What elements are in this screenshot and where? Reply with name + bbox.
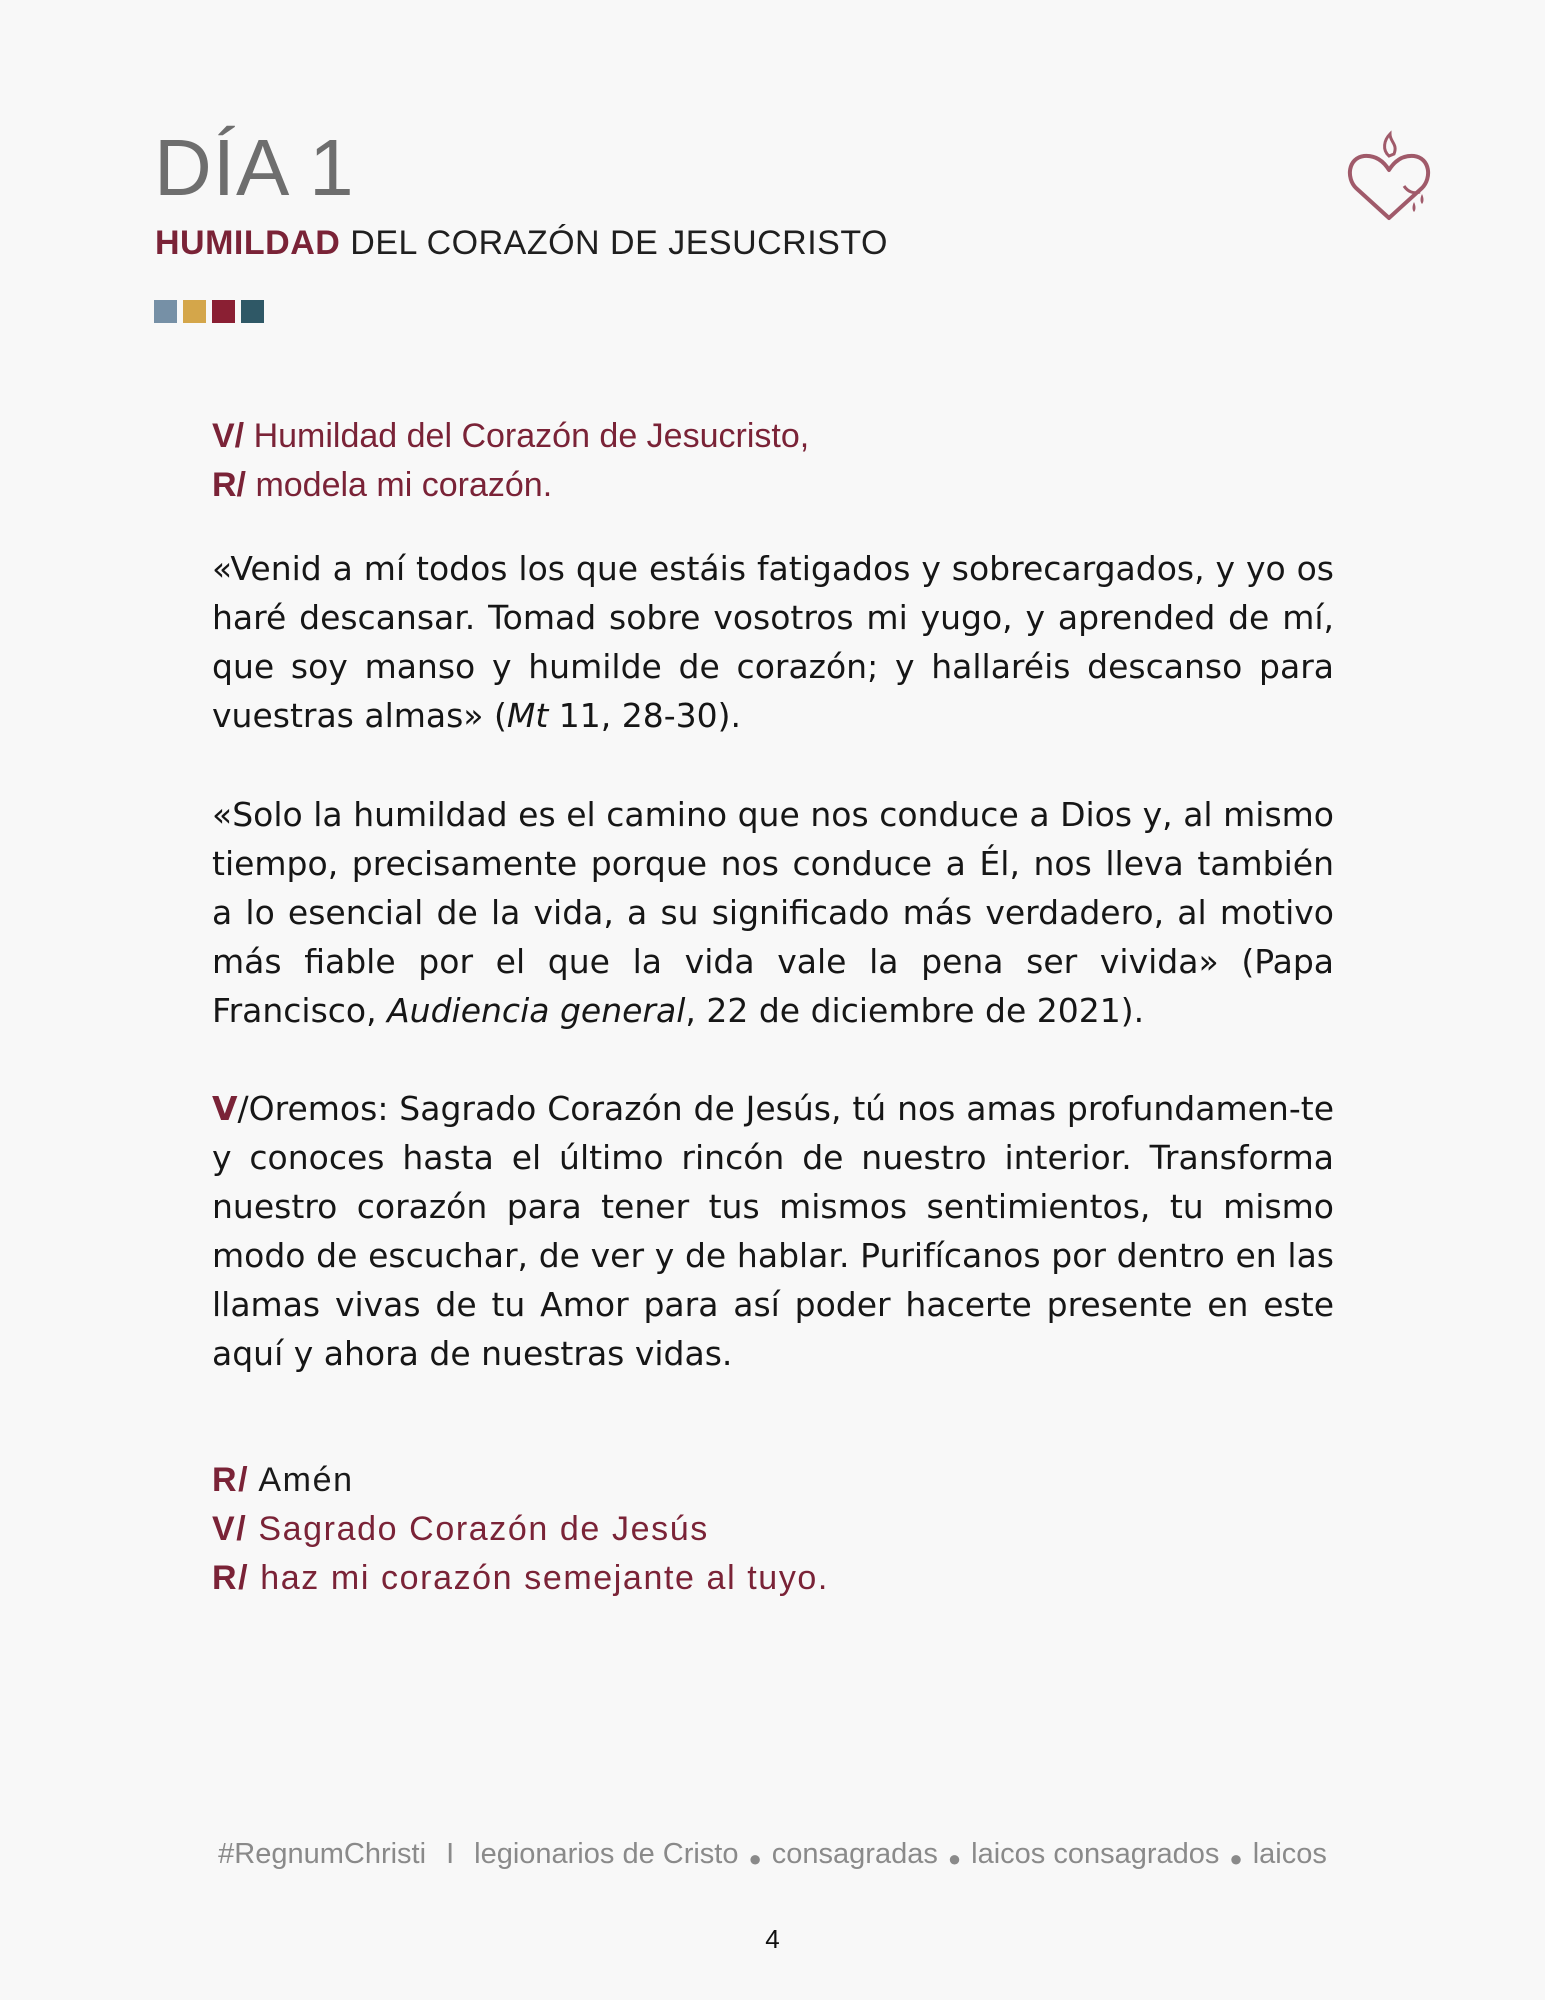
closing-response-text: haz mi corazón semejante al tuyo. [260,1559,829,1597]
swatch-3 [212,300,235,323]
swatch-4 [241,300,264,323]
amen-text: Amén [258,1461,354,1499]
page-subtitle [155,226,888,260]
footer-item-consagradas: consagradas [771,1838,938,1870]
closing-response-line [212,1554,1334,1603]
response-text: modela mi corazón. [255,466,553,504]
pope-text: «Solo la humildad es el camino que nos conduce a Dios y, al mismo tiempo, precisamente porque nos conduce a Él, nos lleva también a lo esencial de la vida, a su significado más verdadero, al motivo más fiable por el que la vida vale la pena ser vivida» (Papa Francisco, [212,795,1334,1030]
gospel-text: «Venid a mí todos los que estáis fatigados y sobrecargados, y yo os haré descansar. Tomad sobre vosotros mi yugo, y aprended de mí, que soy manso y humilde de corazón; y hallaréis descanso para vuestras almas» ( [212,549,1334,735]
response-line [212,461,1334,510]
versicle-line [212,412,1334,461]
versicle-text: Humildad del Corazón de Jesucristo, [253,417,810,455]
footer-bullet: ● [947,1846,962,1871]
subtitle-rest: DEL CORAZÓN DE JESUCRISTO [340,224,888,262]
closing-versicles [212,1456,1334,1603]
amen-mark: R/ [212,1461,250,1499]
amen-line [212,1456,1334,1505]
color-swatches [154,300,264,323]
footer [0,1838,1545,1871]
gospel-ref-rest: 11, 28-30). [548,696,741,735]
footer-hashtag: #RegnumChristi [218,1838,427,1870]
footer-bullet: ● [748,1846,762,1871]
gospel-paragraph [212,544,1334,740]
sacred-heart-icon [1344,128,1434,228]
swatch-2 [183,300,206,323]
pope-quote [212,790,1334,1035]
pope-ref-title: Audiencia general [387,991,686,1030]
prayer-paragraph [212,1084,1334,1378]
footer-item-laicos: laicos [1252,1838,1327,1870]
closing-versicle-line [212,1505,1334,1554]
pope-paragraph [212,790,1334,1035]
response-mark: R/ [212,466,246,504]
versicle-mark: V/ [212,417,245,455]
footer-bullet: ● [1229,1846,1243,1871]
prayer-text: /Oremos: Sagrado Corazón de Jesús, tú nos amas profundamen-te y conoces hasta el último rincón de nuestro interior. Transforma nuestro corazón para tener tus mismos sentimientos, tu mismo modo de escuchar, de ver y de hablar. Purifícanos por dentro en las llamas vivas de tu Amor para así poder hacerte presente en este aquí y ahora de nuestras vidas. [212,1089,1334,1373]
prayer [212,1084,1334,1378]
swatch-1 [154,300,177,323]
closing-versicle-mark: V/ [212,1510,248,1548]
closing-versicle-text: Sagrado Corazón de Jesús [258,1510,709,1548]
page-number: 4 [765,1924,780,1954]
pope-ref-rest: , 22 de diciembre de 2021). [685,991,1145,1030]
footer-item-laicos-consagrados: laicos consagrados [971,1838,1220,1870]
page-title: DÍA 1 [154,123,355,212]
footer-separator: I [446,1838,455,1870]
closing-response-mark: R/ [212,1559,250,1597]
footer-item-legionarios: legionarios de Cristo [474,1838,739,1870]
subtitle-accent: HUMILDAD [155,224,341,262]
gospel-ref-book: Mt [506,696,549,735]
opening-versicles [212,412,1334,510]
gospel-quote [212,544,1334,740]
prayer-mark: V [212,1089,238,1128]
